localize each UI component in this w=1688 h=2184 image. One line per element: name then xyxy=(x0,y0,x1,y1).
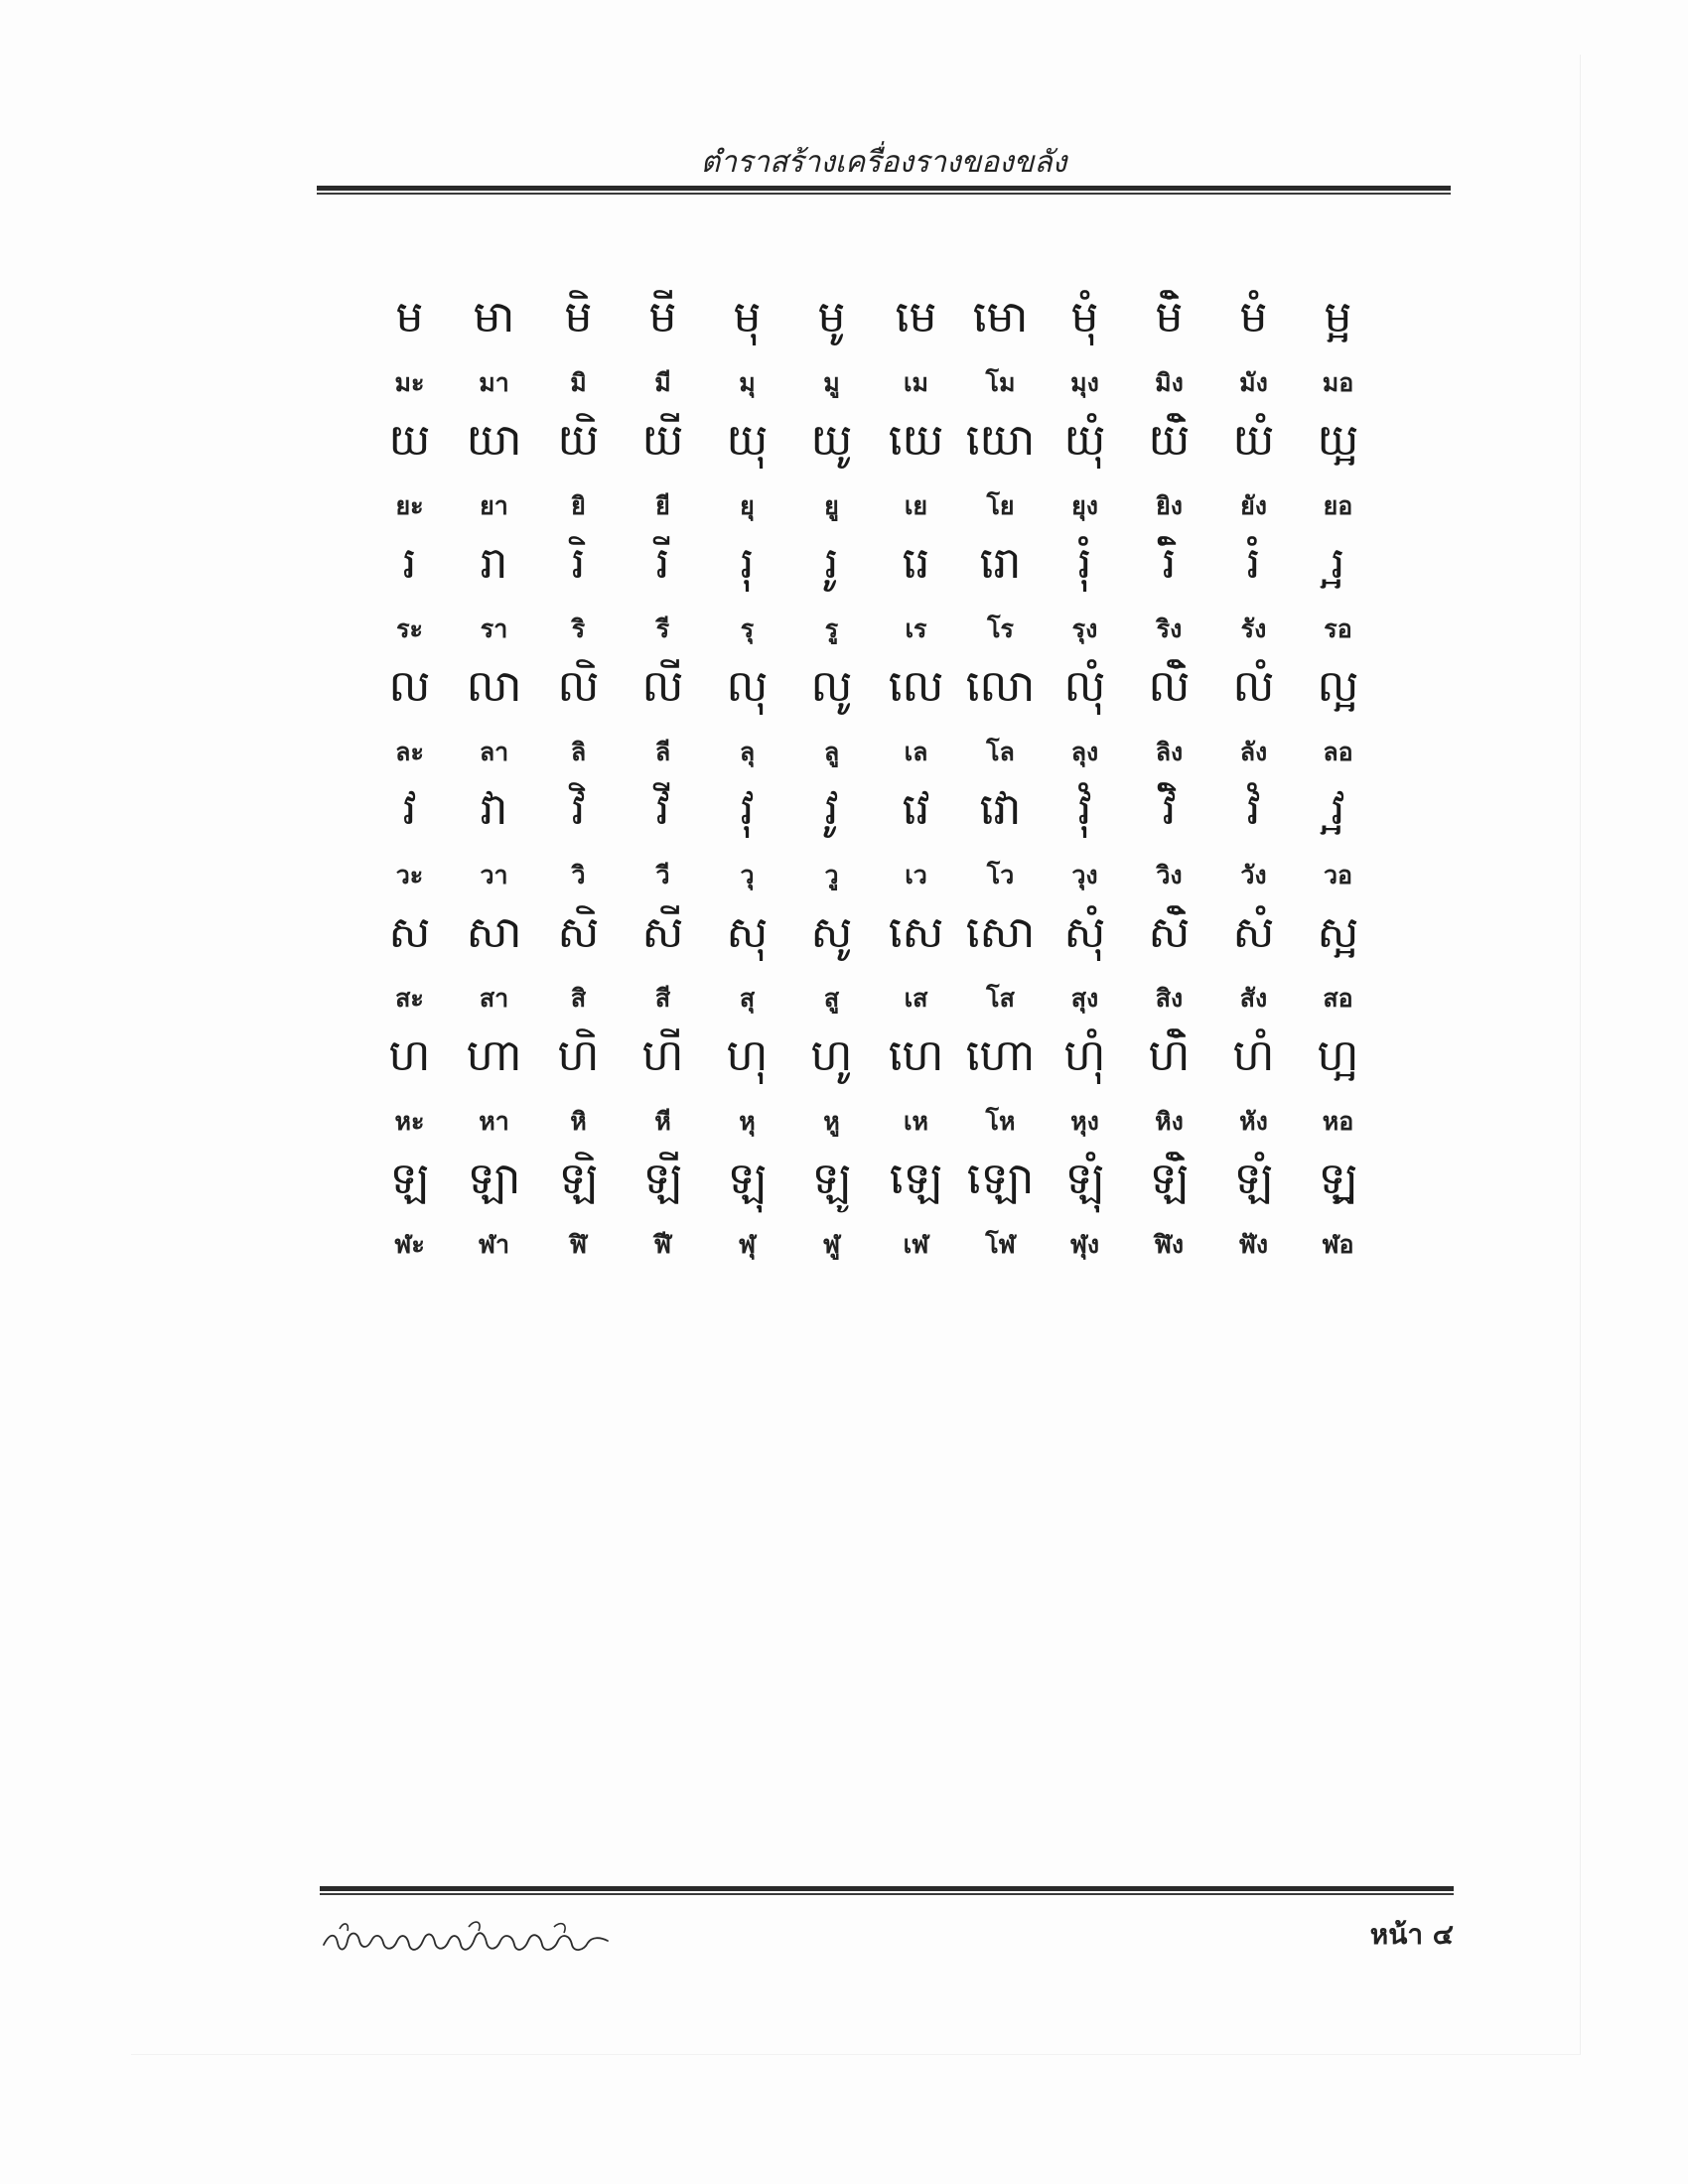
thai-transliteration: วิ xyxy=(571,861,586,889)
khom-syllable: លា xyxy=(466,661,522,712)
khom-syllable: សិំ xyxy=(1148,907,1191,958)
khom-syllable: មី xyxy=(648,292,677,342)
khom-syllable: វេ xyxy=(902,784,930,835)
khom-syllable: យ្អ xyxy=(1317,415,1359,466)
thai-transliteration: เร xyxy=(905,614,927,643)
khom-syllable: ហុ xyxy=(726,1030,769,1081)
khom-syllable: ហោ xyxy=(965,1030,1036,1081)
khom-syllable: សា xyxy=(466,907,522,958)
khom-syllable: រុ xyxy=(740,538,755,589)
khom-syllable: ហី xyxy=(641,1030,684,1081)
thai-transliteration: ฬัง xyxy=(1238,1230,1269,1259)
thai-transliteration: ฬอ xyxy=(1322,1230,1354,1259)
thai-transliteration: โร xyxy=(987,614,1014,643)
thai-transliteration: ลอ xyxy=(1323,738,1353,766)
khom-syllable: មុ xyxy=(733,292,762,342)
thai-transliteration: รี xyxy=(655,614,670,643)
khom-syllable: មិំ xyxy=(1155,292,1184,342)
khom-syllable: សោ xyxy=(965,907,1036,958)
khom-syllable: វ្អ xyxy=(1331,784,1345,835)
thai-transliteration: หะ xyxy=(394,1107,425,1136)
khom-syllable: រំ xyxy=(1246,538,1261,589)
khom-syllable: រោ xyxy=(979,538,1022,589)
khom-syllable: លុ xyxy=(726,661,769,712)
thai-transliteration: วัง xyxy=(1240,861,1267,889)
khom-syllable: ឡ xyxy=(389,1154,430,1204)
thai-transliteration: ฬุ xyxy=(738,1230,757,1259)
khom-syllable: ឡំ xyxy=(1233,1154,1274,1204)
thai-transliteration: ฬิง xyxy=(1154,1230,1185,1259)
khom-syllable: រ xyxy=(402,538,417,589)
khom-syllable: វី xyxy=(655,784,670,835)
thai-transliteration: รุ xyxy=(740,614,755,643)
thai-transliteration: โล xyxy=(986,738,1015,766)
khom-syllable: មូ xyxy=(817,292,846,342)
khom-syllable: រ្អ xyxy=(1331,538,1345,589)
thai-transliteration: สี xyxy=(654,984,671,1013)
khom-syllable: ហេ xyxy=(888,1030,944,1081)
khom-syllable: យា xyxy=(466,415,522,466)
footer-rule xyxy=(320,1886,1454,1891)
khom-syllable: យេ xyxy=(888,415,944,466)
khom-syllable: ល្អ xyxy=(1317,661,1359,712)
thai-transliteration: หา xyxy=(479,1107,509,1136)
thai-transliteration: โว xyxy=(986,861,1015,889)
khom-syllable: រិ xyxy=(571,538,586,589)
khom-syllable: សេ xyxy=(888,907,944,958)
thai-transliteration: วุง xyxy=(1071,861,1098,889)
khom-syllable: វូ xyxy=(824,784,839,835)
thai-transliteration: มี xyxy=(654,368,671,397)
thai-transliteration: ยู xyxy=(824,491,839,520)
handwritten-signature xyxy=(320,1911,613,1966)
khom-syllable: មុំ xyxy=(1070,292,1099,342)
khom-syllable: ឡេ xyxy=(889,1154,943,1204)
thai-transliteration: หิ xyxy=(570,1107,587,1136)
thai-transliteration: หอ xyxy=(1322,1107,1354,1136)
khom-syllable: ម xyxy=(395,292,424,342)
thai-transliteration: มิง xyxy=(1155,368,1184,397)
thai-transliteration: สอ xyxy=(1323,984,1353,1013)
thai-transliteration: ฬู xyxy=(822,1230,841,1259)
khom-syllable: ស xyxy=(388,907,431,958)
thai-transliteration: วิง xyxy=(1156,861,1183,889)
khom-syllable: ហ្អ xyxy=(1317,1030,1359,1081)
thai-transliteration: มุง xyxy=(1070,368,1099,397)
khom-syllable: លោ xyxy=(965,661,1036,712)
khom-syllable: វិ xyxy=(571,784,586,835)
thai-transliteration: สุง xyxy=(1070,984,1099,1013)
thai-transliteration: สิง xyxy=(1155,984,1184,1013)
khom-syllable: ឡិ xyxy=(558,1154,599,1204)
khom-syllable: សី xyxy=(641,907,684,958)
khom-syllable: រា xyxy=(480,538,508,589)
khom-syllable: លេ xyxy=(888,661,944,712)
thai-transliteration: ลา xyxy=(479,738,509,766)
thai-transliteration: ลี xyxy=(654,738,671,766)
thai-transliteration: ยา xyxy=(480,491,508,520)
khom-syllable: រិំ xyxy=(1162,538,1177,589)
khom-syllable: លូ xyxy=(810,661,853,712)
thai-transliteration: มู xyxy=(823,368,840,397)
khom-syllable: វ xyxy=(402,784,417,835)
khom-syllable: ម្អ xyxy=(1324,292,1352,342)
khom-syllable: សុំ xyxy=(1063,907,1106,958)
thai-transliteration: มะ xyxy=(394,368,425,397)
khom-syllable: វំ xyxy=(1246,784,1261,835)
thai-transliteration: ยี xyxy=(655,491,670,520)
khom-syllable: វិំ xyxy=(1162,784,1177,835)
thai-transliteration: หู xyxy=(823,1107,840,1136)
thai-transliteration: เฬ xyxy=(903,1230,929,1259)
khom-syllable: យិំ xyxy=(1148,415,1191,466)
khom-syllable: ឡុំ xyxy=(1064,1154,1105,1204)
thai-transliteration: ฬิ xyxy=(569,1230,588,1259)
thai-transliteration: ยัง xyxy=(1240,491,1267,520)
khom-syllable: មា xyxy=(473,292,515,342)
khom-syllable: លិំ xyxy=(1148,661,1191,712)
thai-transliteration: รา xyxy=(480,614,508,643)
thai-transliteration: มิ xyxy=(570,368,587,397)
thai-transliteration: วุ xyxy=(740,861,755,889)
khom-syllable: ហា xyxy=(466,1030,522,1081)
khom-syllable: សិ xyxy=(557,907,600,958)
syllable-table xyxy=(367,291,1380,1276)
thai-transliteration: มอ xyxy=(1322,368,1354,397)
thai-transliteration: ฬะ xyxy=(394,1230,425,1259)
khom-syllable: រូ xyxy=(824,538,839,589)
khom-syllable: ឡ្អ xyxy=(1318,1154,1358,1204)
thai-transliteration: ลู xyxy=(823,738,840,766)
khom-syllable: ហិំ xyxy=(1148,1030,1191,1081)
khom-syllable: រុំ xyxy=(1077,538,1092,589)
khom-syllable: មេ xyxy=(895,292,937,342)
thai-transliteration: ฬุง xyxy=(1069,1230,1100,1259)
khom-syllable: មិ xyxy=(564,292,593,342)
page-header-title: ตำราสร้างเครื่องรางของขลัง xyxy=(700,145,1067,180)
thai-transliteration: ริ xyxy=(571,614,586,643)
khom-syllable: មោ xyxy=(972,292,1029,342)
thai-transliteration: ลิง xyxy=(1155,738,1184,766)
thai-transliteration: วา xyxy=(480,861,508,889)
khom-syllable: វា xyxy=(480,784,508,835)
thai-transliteration: สุ xyxy=(739,984,756,1013)
khom-syllable: ឡី xyxy=(642,1154,683,1204)
thai-transliteration: เย xyxy=(904,491,928,520)
thai-transliteration: โม xyxy=(985,368,1016,397)
khom-syllable: ល xyxy=(388,661,431,712)
khom-syllable: វោ xyxy=(979,784,1022,835)
thai-transliteration: รุง xyxy=(1071,614,1098,643)
thai-transliteration: มัง xyxy=(1239,368,1268,397)
thai-transliteration: หิง xyxy=(1155,1107,1184,1136)
khom-syllable: ហ xyxy=(388,1030,431,1081)
thai-transliteration: รู xyxy=(824,614,839,643)
thai-transliteration: โฬ xyxy=(985,1230,1016,1259)
thai-transliteration: ละ xyxy=(395,738,424,766)
thai-transliteration: หี xyxy=(654,1107,671,1136)
khom-syllable: មំ xyxy=(1239,292,1268,342)
thai-transliteration: สัง xyxy=(1239,984,1268,1013)
thai-transliteration: มุ xyxy=(739,368,756,397)
khom-syllable: លី xyxy=(641,661,684,712)
thai-transliteration: เล xyxy=(904,738,928,766)
khom-syllable: ឡា xyxy=(467,1154,521,1204)
khom-syllable: សំ xyxy=(1232,907,1275,958)
thai-transliteration: โย xyxy=(986,491,1015,520)
thai-transliteration: ระ xyxy=(396,614,423,643)
khom-syllable: យុំ xyxy=(1063,415,1106,466)
thai-transliteration: เส xyxy=(904,984,928,1013)
thai-transliteration: ริง xyxy=(1156,614,1183,643)
khom-syllable: ហំ xyxy=(1232,1030,1275,1081)
thai-transliteration: สิ xyxy=(570,984,587,1013)
thai-transliteration: ฬา xyxy=(478,1230,510,1259)
thai-transliteration: เว xyxy=(905,861,927,889)
thai-transliteration: หัง xyxy=(1239,1107,1268,1136)
khom-syllable: ឡិំ xyxy=(1149,1154,1190,1204)
thai-transliteration: โส xyxy=(986,984,1015,1013)
thai-transliteration: เห xyxy=(903,1107,929,1136)
khom-syllable: យិ xyxy=(557,415,600,466)
thai-transliteration: หุง xyxy=(1070,1107,1099,1136)
thai-transliteration: หุ xyxy=(739,1107,756,1136)
thai-transliteration: วู xyxy=(824,861,839,889)
thai-transliteration: ลัง xyxy=(1239,738,1268,766)
thai-transliteration: เม xyxy=(903,368,929,397)
thai-transliteration: วี xyxy=(655,861,670,889)
khom-syllable: ឡូ xyxy=(811,1154,852,1204)
thai-transliteration: ลุง xyxy=(1070,738,1099,766)
khom-syllable: យុ xyxy=(726,415,769,466)
thai-transliteration: วอ xyxy=(1323,861,1353,889)
khom-syllable: យី xyxy=(641,415,684,466)
khom-syllable: យូ xyxy=(810,415,853,466)
thai-transliteration: ยุง xyxy=(1071,491,1098,520)
thai-transliteration: ลุ xyxy=(739,738,756,766)
thai-transliteration: สะ xyxy=(395,984,424,1013)
khom-syllable: ហូ xyxy=(810,1030,853,1081)
thai-transliteration: ยิ xyxy=(571,491,586,520)
page-number: หน้า ๔ xyxy=(1369,1918,1454,1951)
khom-syllable: ហុំ xyxy=(1063,1030,1106,1081)
khom-syllable: សូ xyxy=(810,907,853,958)
thai-transliteration: สู xyxy=(823,984,840,1013)
thai-transliteration: ยะ xyxy=(395,491,424,520)
thai-transliteration: ยอ xyxy=(1323,491,1353,520)
thai-transliteration: โห xyxy=(985,1107,1016,1136)
khom-syllable: ស្អ xyxy=(1317,907,1359,958)
khom-syllable: លំ xyxy=(1232,661,1275,712)
thai-transliteration: สา xyxy=(479,984,509,1013)
khom-syllable: វុ xyxy=(740,784,755,835)
thai-transliteration: มา xyxy=(479,368,509,397)
khom-syllable: លុំ xyxy=(1063,661,1106,712)
thai-transliteration: วะ xyxy=(395,861,424,889)
thai-transliteration: ยุ xyxy=(740,491,755,520)
khom-syllable: ហិ xyxy=(557,1030,600,1081)
header-rule xyxy=(317,186,1451,191)
khom-syllable: ឡុ xyxy=(727,1154,768,1204)
khom-syllable: យ xyxy=(388,415,431,466)
khom-syllable: ឡោ xyxy=(966,1154,1035,1204)
thai-transliteration: ลิ xyxy=(570,738,587,766)
khom-syllable: យំ xyxy=(1232,415,1275,466)
khom-syllable: លិ xyxy=(557,661,600,712)
thai-transliteration: รัง xyxy=(1240,614,1267,643)
khom-syllable: រេ xyxy=(902,538,930,589)
thai-transliteration: ฬี xyxy=(653,1230,672,1259)
khom-syllable: យោ xyxy=(965,415,1036,466)
khom-syllable: សុ xyxy=(726,907,769,958)
thai-transliteration: ยิง xyxy=(1156,491,1183,520)
khom-syllable: វុំ xyxy=(1077,784,1092,835)
khom-syllable: រី xyxy=(655,538,670,589)
thai-transliteration: รอ xyxy=(1324,614,1352,643)
